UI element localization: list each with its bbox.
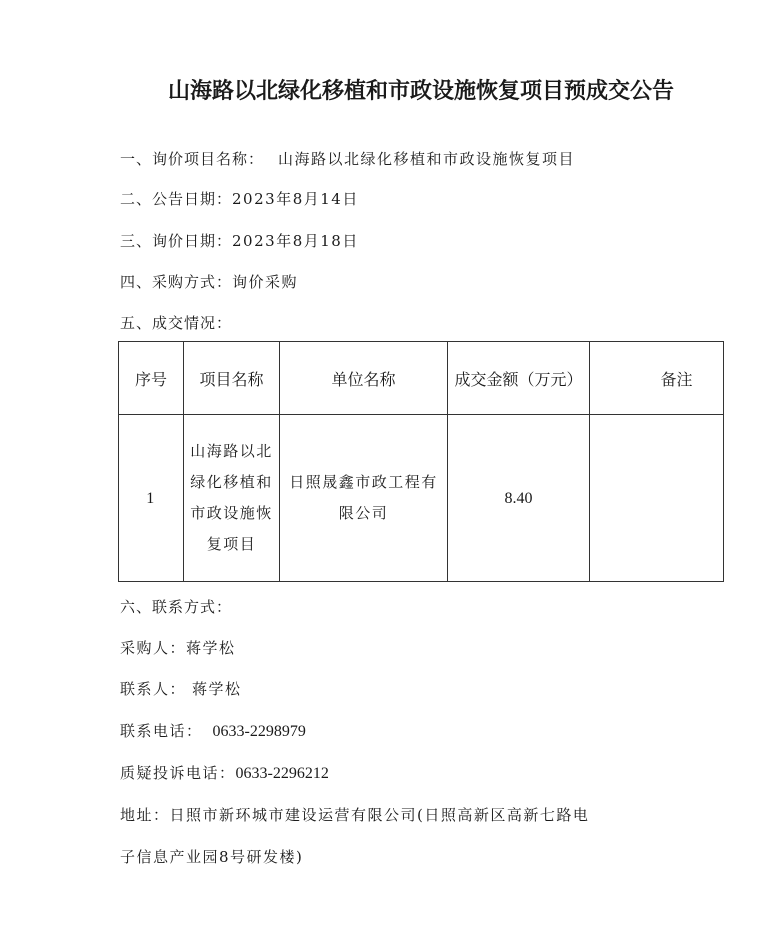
deal-label: 五、成交情况： (120, 314, 233, 332)
phone-value: 0633-2298979 (212, 723, 306, 740)
table-header-row (119, 342, 724, 415)
announce-date-label: 二、公告日期： (120, 190, 233, 208)
cell-unit (280, 415, 448, 582)
purchaser-label: 采购人： (120, 639, 187, 657)
header-unit: 单位名称 (280, 342, 448, 415)
header-project: 项目名称 (184, 342, 280, 415)
cell-project-line: 市政设施恢 (190, 504, 273, 522)
inquiry-date-value: 2023年8月18日 (232, 232, 359, 250)
address-line-2 (120, 846, 303, 867)
cell-unit-line: 日照晟鑫市政工程有 (289, 473, 438, 491)
table-row (119, 415, 724, 582)
contact-heading-line (120, 596, 232, 617)
cell-project (184, 415, 280, 582)
address-label: 地址： (120, 806, 170, 824)
method-value: 询价采购 (232, 273, 299, 291)
cell-remark (590, 415, 724, 582)
cell-no: 1 (119, 415, 184, 582)
purchaser-line (120, 637, 236, 658)
header-amount: 成交金额（万元） (448, 342, 590, 415)
contact-label: 六、联系方式： (120, 598, 233, 616)
purchaser-value: 蒋学松 (186, 639, 236, 657)
cell-amount: 8.40 (448, 415, 590, 582)
complaint-line (120, 762, 329, 783)
cell-project-line: 复项目 (206, 535, 257, 553)
project-name-line (120, 148, 575, 169)
contact-person-label: 联系人： (120, 680, 187, 698)
complaint-value: 0633-2296212 (235, 765, 329, 782)
header-remark: 备注 (590, 342, 724, 415)
method-line (120, 271, 298, 292)
project-name-value: 山海路以北绿化移植和市政设施恢复项目 (278, 150, 576, 168)
inquiry-date-label: 三、询价日期： (120, 232, 233, 250)
project-name-label: 一、询价项目名称： (120, 150, 265, 168)
header-no: 序号 (119, 342, 184, 415)
address-line-1 (120, 804, 589, 825)
address-value-1: 日照市新环城市建设运营有限公司(日照高新区高新七路电 (169, 806, 590, 824)
deal-line (120, 312, 232, 333)
inquiry-date-line (120, 230, 359, 251)
method-label: 四、采购方式： (120, 273, 233, 291)
cell-project-line: 山海路以北 (190, 442, 273, 460)
phone-label: 联系电话： (120, 722, 203, 740)
cell-unit-line: 限公司 (338, 504, 389, 522)
award-table (118, 341, 724, 582)
page-title: 山海路以北绿化移植和市政设施恢复项目预成交公告 (167, 78, 674, 104)
contact-person-value: 蒋学松 (192, 680, 242, 698)
cell-project-line: 绿化移植和 (190, 473, 273, 491)
complaint-label: 质疑投诉电话： (120, 764, 236, 782)
address-value-2: 子信息产业园8号研发楼) (120, 848, 304, 866)
phone-line (120, 720, 306, 741)
announce-date-line (120, 188, 359, 209)
announce-date-value: 2023年8月14日 (232, 190, 359, 208)
contact-person-line (120, 678, 242, 699)
